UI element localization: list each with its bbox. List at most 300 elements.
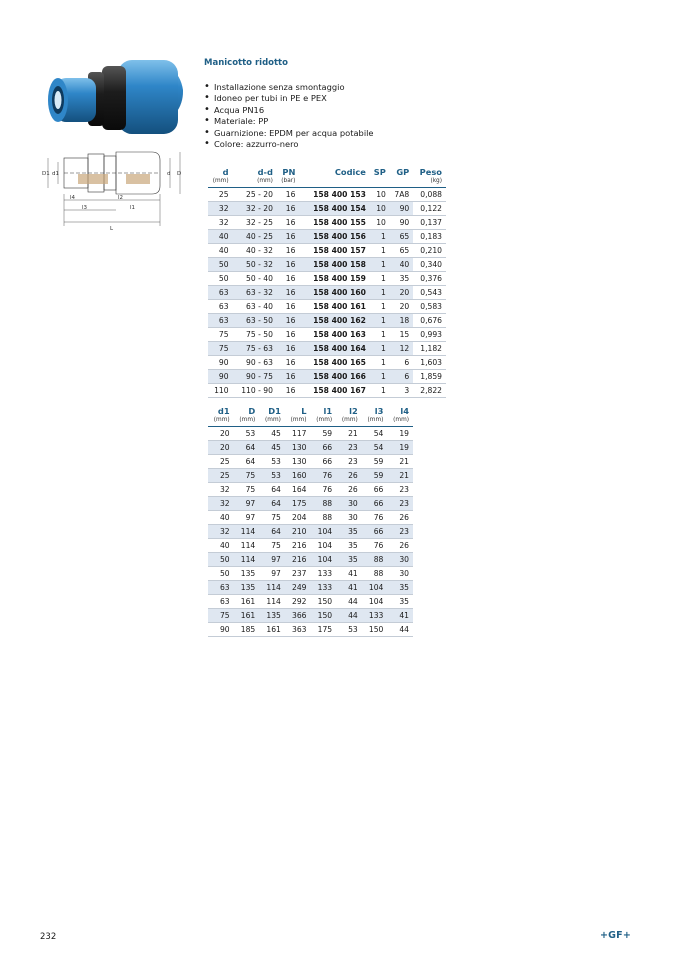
table-cell: 23 [348,456,358,466]
table-cell: 25 [219,456,230,466]
table-cell: 150 [368,625,384,635]
product-codes-table [208,165,446,398]
table-cell: 16 [285,245,296,255]
table-row [208,454,413,468]
table-cell: 0,543 [420,287,442,297]
table-cell: 160 [285,468,311,482]
table-cell: 16 [285,217,296,227]
table-cell: 63 - 32 [233,285,277,299]
table-cell: 1 [381,386,386,396]
table-cell: 59 [322,428,333,438]
table-cell: 158 400 158 [299,257,370,271]
dimension-drawing [40,150,188,232]
table-cell: 50 - 32 [233,257,277,271]
table-cell: 75 [234,468,260,482]
table-cell: 90 - 75 [233,370,277,384]
table-row [208,356,446,370]
table-cell: 75 [271,512,281,522]
column-header: l2 [349,406,358,416]
table-cell: 40 [208,229,233,243]
table-cell: 1 [381,329,386,339]
table-cell: 25 [208,468,234,482]
column-unit [390,177,413,187]
table-row [208,313,446,327]
table-cell: 23 [387,524,413,538]
feature-list [204,82,374,150]
table-cell: 88 [311,496,337,510]
table-cell: 16 [285,386,296,396]
table-cell: 20 [219,428,230,438]
column-unit: (mm) [208,177,233,187]
table-cell: 10 [376,189,386,199]
table-cell: 1 [370,370,390,384]
table-cell: 40 [219,540,230,550]
table-cell: 75 - 50 [246,329,273,339]
table-cell: 1 [381,358,386,368]
column-header: D [248,406,256,416]
table-cell: 0,376 [420,273,442,283]
table-cell: 1 [370,257,390,271]
table-cell: 10 [376,217,386,227]
table-row [208,566,413,580]
table-cell: 114 [240,540,256,550]
table-cell: 16 [277,201,300,215]
table-cell: 63 [208,285,233,299]
table-cell: 16 [285,189,296,199]
table-cell: 41 [387,609,413,623]
column-header: Codice [334,167,366,177]
dim-label-L: L [110,226,114,232]
table-cell: 64 [245,456,256,466]
table-cell: 32 [208,201,233,215]
column-header: Peso [419,167,442,177]
table-cell: 104 [368,597,384,607]
column-header: PN [282,167,296,177]
table-cell: 110 [214,386,229,396]
table-cell: 0,137 [420,217,442,227]
table-cell: 158 400 160 [299,285,370,299]
table-cell: 50 [218,273,229,283]
table-cell: 44 [399,625,409,635]
dim-label-D1: D1 [42,171,50,177]
table-cell: 90 [399,217,410,227]
table-cell: 185 [240,625,256,635]
table-cell: 88 [322,512,333,522]
table-cell: 30 [348,512,358,522]
table-cell: 66 [362,496,388,510]
table-cell: 1 [370,313,390,327]
table-cell: 32 [219,484,230,494]
table-cell: 23 [399,484,409,494]
table-cell: 59 [373,456,384,466]
table-cell: 237 [292,568,307,578]
table-cell: 216 [292,540,307,550]
table-header-row [208,165,446,177]
table-cell: 35 [336,552,362,566]
table-cell: 21 [387,468,413,482]
table-cell: 66 [322,456,333,466]
table-cell: 25 [218,189,229,199]
dimensions-body [208,426,413,637]
table-row [208,342,446,356]
table-cell: 1 [370,285,390,299]
table-cell: 19 [399,428,409,438]
table-cell: 32 [218,217,229,227]
table-cell: 90 [219,625,230,635]
table-cell: 1,603 [420,358,442,368]
table-row [208,285,446,299]
table-cell: 1,182 [420,344,442,354]
table-cell: 0,088 [420,189,442,199]
column-unit: (mm) [208,416,234,426]
table-cell: 88 [373,568,384,578]
product-title: Manicotto ridotto [204,58,288,68]
table-header-row [208,404,413,416]
table-cell: 1 [370,229,390,243]
table-cell: 16 [277,370,300,384]
column-header: SP [373,167,386,177]
table-row [208,426,413,440]
table-cell: 16 [277,313,300,327]
dim-label-l4: l4 [70,195,76,201]
table-row [208,271,446,285]
table-cell: 26 [348,484,358,494]
table-cell: 90 [208,370,233,384]
table-cell: 158 400 155 [313,217,366,227]
table-cell: 6 [404,358,410,368]
table-cell: 130 [292,456,307,466]
table-cell: 75 [218,329,229,339]
table-cell: 1 [381,301,386,311]
table-cell: 0,993 [420,329,442,339]
dim-label-d1: d1 [52,171,59,177]
column-header: d [222,167,229,177]
table-cell: 104 [317,540,333,550]
table-cell: 76 [311,468,337,482]
table-row [208,215,446,229]
table-cell: 133 [311,581,337,595]
table-cell: 21 [348,428,358,438]
column-header: l4 [400,406,409,416]
table-cell: 164 [292,484,307,494]
table-cell: 35 [399,273,410,283]
column-unit: (mm) [387,416,413,426]
table-cell: 1,859 [420,372,442,382]
table-cell: 64 [234,440,260,454]
table-cell: 158 400 167 [313,386,366,396]
table-cell: 53 [259,468,285,482]
table-row [208,327,446,341]
table-cell: 158 400 164 [299,342,370,356]
table-cell: 135 [240,568,256,578]
table-row [208,243,446,257]
table-cell: 63 - 40 [246,301,273,311]
table-cell: 0,583 [420,301,442,311]
table-cell: 161 [266,625,281,635]
page-number: 232 [40,932,57,942]
column-unit: (mm) [285,416,311,426]
dimensions-table [208,404,413,637]
table-cell: 23 [336,440,362,454]
table-cell: 35 [387,581,413,595]
column-unit: (mm) [362,416,388,426]
table-cell: 114 [259,581,285,595]
table-cell: 104 [362,581,388,595]
column-header: L [301,406,307,416]
dim-label-D: D [177,171,182,177]
table-cell: 18 [390,313,413,327]
table-row [208,595,413,609]
table-cell: 26 [336,468,362,482]
table-cell: 0,122 [420,203,442,213]
table-cell: 114 [266,597,281,607]
gf-logo: +GF+ [600,930,632,941]
table-cell: 135 [234,581,260,595]
table-cell: 104 [311,552,337,566]
table-cell: 90 [390,201,413,215]
table-cell: 161 [234,609,260,623]
table-cell: 76 [373,540,384,550]
feature-item: • Materiale: PP [204,116,374,127]
table-cell: 23 [387,496,413,510]
table-cell: 45 [271,428,281,438]
table-cell: 1 [370,342,390,356]
table-cell: 7A8 [394,189,410,199]
table-cell: 40 - 25 [233,229,277,243]
dim-label-l3: l3 [82,205,88,211]
table-row [208,552,413,566]
product-photo [38,50,188,145]
table-row [208,609,413,623]
table-cell: 6 [390,370,413,384]
table-cell: 0,676 [420,315,442,325]
table-cell: 130 [285,440,311,454]
table-cell: 40 [390,257,413,271]
table-cell: 158 400 165 [313,358,366,368]
table-cell: 10 [370,201,390,215]
feature-item: • Guarnizione: EPDM per acqua potabile [204,128,374,139]
table-cell: 1 [381,245,386,255]
table-cell: 63 - 50 [233,313,277,327]
table-row [208,370,446,384]
feature-item: • Installazione senza smontaggio [204,82,374,93]
table-cell: 158 400 154 [299,201,370,215]
table-cell: 16 [277,229,300,243]
table-row [208,384,446,398]
dim-label-l2: l2 [118,195,124,201]
column-header: l3 [374,406,384,416]
dim-label-l1: l1 [130,205,136,211]
table-cell: 53 [348,625,358,635]
table-cell: 26 [399,512,409,522]
table-cell: 75 - 63 [233,342,277,356]
column-unit: (mm) [233,177,277,187]
column-unit [370,177,390,187]
table-cell: 216 [285,552,311,566]
table-cell: 32 [208,524,234,538]
table-cell: 175 [285,496,311,510]
table-cell: 25 - 20 [246,189,273,199]
table-cell: 16 [285,329,296,339]
table-cell: 66 [311,440,337,454]
table-cell: 20 [399,301,410,311]
table-cell: 63 [208,313,233,327]
table-cell: 3 [404,386,410,396]
column-unit: (mm) [259,416,285,426]
table-cell: 50 - 40 [246,273,273,283]
table-cell: 133 [362,609,388,623]
column-unit: (kg) [413,177,446,187]
table-cell: 35 [336,524,362,538]
table-row [208,496,413,510]
table-cell: 117 [292,428,307,438]
feature-item: • Colore: azzurro-nero [204,139,374,150]
table-cell: 158 400 163 [313,329,366,339]
table-cell: 32 - 25 [246,217,273,227]
table-row [208,623,413,637]
column-unit: (mm) [234,416,260,426]
table-cell: 64 [259,496,285,510]
table-cell: 16 [285,301,296,311]
column-unit [299,177,370,187]
table-cell: 75 [208,342,233,356]
table-row [208,257,446,271]
table-cell: 66 [362,524,388,538]
table-cell: 76 [373,512,384,522]
table-cell: 45 [259,440,285,454]
column-header: d1 [217,406,230,416]
table-cell: 64 [259,524,285,538]
table-cell: 158 400 161 [313,301,366,311]
table-cell: 50 [208,552,234,566]
table-cell: 54 [362,440,388,454]
table-cell: 97 [259,552,285,566]
column-header: D1 [268,406,281,416]
table-cell: 59 [362,468,388,482]
table-cell: 32 [208,496,234,510]
table-cell: 97 [271,568,281,578]
table-cell: 19 [387,440,413,454]
table-cell: 90 [218,358,229,368]
table-cell: 63 [208,581,234,595]
table-cell: 20 [208,440,234,454]
table-cell: 210 [285,524,311,538]
table-cell: 75 [245,484,256,494]
table-cell: 88 [362,552,388,566]
table-cell: 65 [399,245,410,255]
table-cell: 35 [348,540,358,550]
table-cell: 16 [277,342,300,356]
table-cell: 133 [317,568,333,578]
table-cell: 54 [373,428,384,438]
table-cell: 53 [245,428,256,438]
table-cell: 40 - 32 [246,245,273,255]
table-cell: 40 [218,245,229,255]
column-unit: (mm) [311,416,337,426]
table-cell: 158 400 162 [299,313,370,327]
table-cell: 65 [390,229,413,243]
table-cell: 90 - 63 [246,358,273,368]
table-cell: 1 [381,273,386,283]
table-cell: 35 [399,597,409,607]
table-cell: 26 [399,540,409,550]
table-cell: 16 [285,273,296,283]
table-row [208,468,413,482]
table-cell: 135 [259,609,285,623]
table-row [208,187,446,201]
table-cell: 40 [219,512,230,522]
column-header: GP [396,167,410,177]
table-cell: 150 [317,597,333,607]
table-units-row [208,416,413,426]
table-cell: 161 [240,597,256,607]
table-cell: 32 - 20 [233,201,277,215]
table-cell: 75 [208,609,234,623]
table-cell: 249 [285,581,311,595]
table-cell: 114 [234,524,260,538]
table-cell: 292 [292,597,307,607]
table-cell: 75 [271,540,281,550]
table-cell: 76 [322,484,333,494]
table-cell: 30 [387,552,413,566]
table-cell: 41 [336,581,362,595]
table-cell: 158 400 157 [313,245,366,255]
product-codes-body [208,187,446,398]
table-cell: 63 [219,597,230,607]
table-cell: 12 [390,342,413,356]
table-row [208,440,413,454]
table-cell: 114 [234,552,260,566]
table-cell: 97 [234,496,260,510]
table-cell: 63 [218,301,229,311]
table-row [208,538,413,552]
feature-item: • Acqua PN16 [204,105,374,116]
dim-label-d: d [167,171,171,177]
table-cell: 0,210 [420,245,442,255]
column-unit: (bar) [277,177,300,187]
table-cell: 41 [348,568,358,578]
feature-item: • Idoneo per tubi in PE e PEX [204,93,374,104]
table-cell: 53 [271,456,281,466]
column-unit: (mm) [336,416,362,426]
table-cell: 0,183 [420,231,442,241]
table-row [208,510,413,524]
table-row [208,299,446,313]
table-cell: 16 [277,285,300,299]
table-cell: 16 [277,257,300,271]
table-cell: 0,340 [420,259,442,269]
table-cell: 30 [399,568,409,578]
table-row [208,229,446,243]
table-cell: 204 [292,512,307,522]
column-header: d-d [257,167,273,177]
table-row [208,581,413,595]
table-cell: 363 [292,625,307,635]
table-cell: 366 [285,609,311,623]
table-cell: 97 [245,512,256,522]
table-cell: 158 400 166 [299,370,370,384]
table-cell: 158 400 153 [313,189,366,199]
table-cell: 158 400 156 [299,229,370,243]
table-cell: 44 [348,597,358,607]
table-cell: 2,822 [420,386,442,396]
column-header: l1 [323,406,333,416]
table-row [208,201,446,215]
table-cell: 104 [311,524,337,538]
table-cell: 158 400 159 [313,273,366,283]
table-cell: 66 [373,484,384,494]
table-cell: 150 [311,609,337,623]
